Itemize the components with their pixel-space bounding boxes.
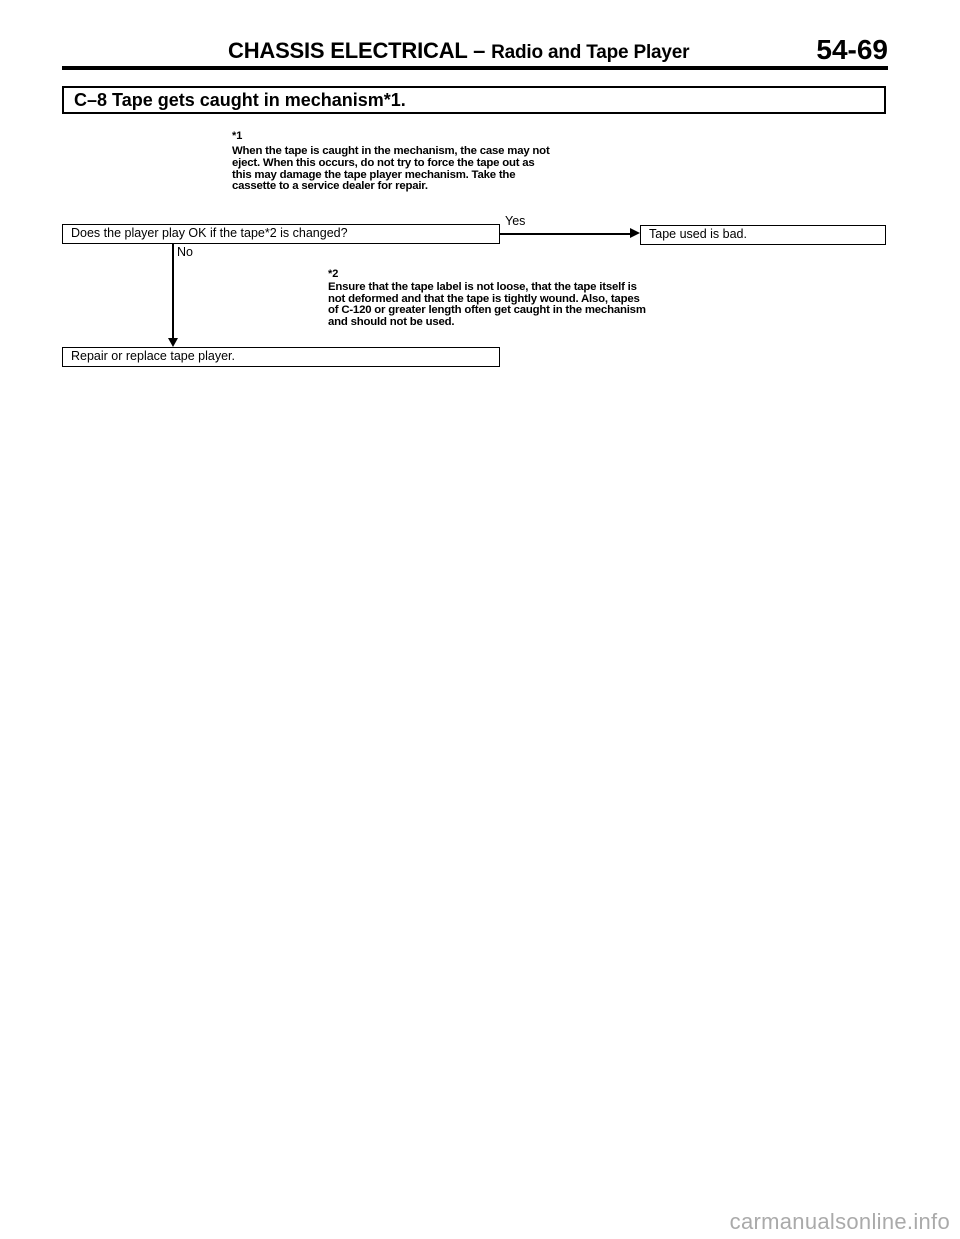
page-number: 54-69: [816, 34, 888, 65]
note2-text: Ensure that the tape label is not loose, that the tape itself is not deformed and that the tape is tightly wound. Also, tapes of C-120 or greater length often get caught in the mechanism and should not be used.: [328, 281, 646, 328]
no-label: No: [177, 245, 193, 259]
arrow-down-icon: [168, 338, 178, 347]
title-code: C–8: [74, 90, 108, 110]
yes-result-box: Tape used is bad.: [640, 225, 886, 245]
yes-label: Yes: [505, 214, 526, 228]
yes-connector: [500, 233, 632, 235]
header-rule: [62, 66, 888, 70]
question-box: Does the player play OK if the tape*2 is changed?: [62, 224, 500, 244]
watermark: carmanualsonline.info: [729, 1209, 950, 1234]
title-text: Tape gets caught in mechanism*1.: [112, 90, 406, 110]
no-result-box: Repair or replace tape player.: [62, 347, 500, 367]
section-title: CHASSIS ELECTRICAL: [228, 38, 468, 63]
subsection-title: Radio and Tape Player: [491, 42, 690, 63]
note1-text: When the tape is caught in the mechanism, the case may not eject. When this occurs, do not try to force the tape out as this may damage the tape player mechanism. Take the cassette to a service dealer for repair.: [232, 145, 550, 193]
note2-mark: *2: [328, 268, 339, 280]
page-header-title: [228, 38, 689, 64]
header-dash: –: [473, 38, 486, 63]
arrow-right-icon: [630, 228, 640, 238]
no-connector: [172, 244, 174, 339]
troubleshooting-title: [62, 86, 886, 114]
note1-mark: *1: [232, 130, 243, 142]
